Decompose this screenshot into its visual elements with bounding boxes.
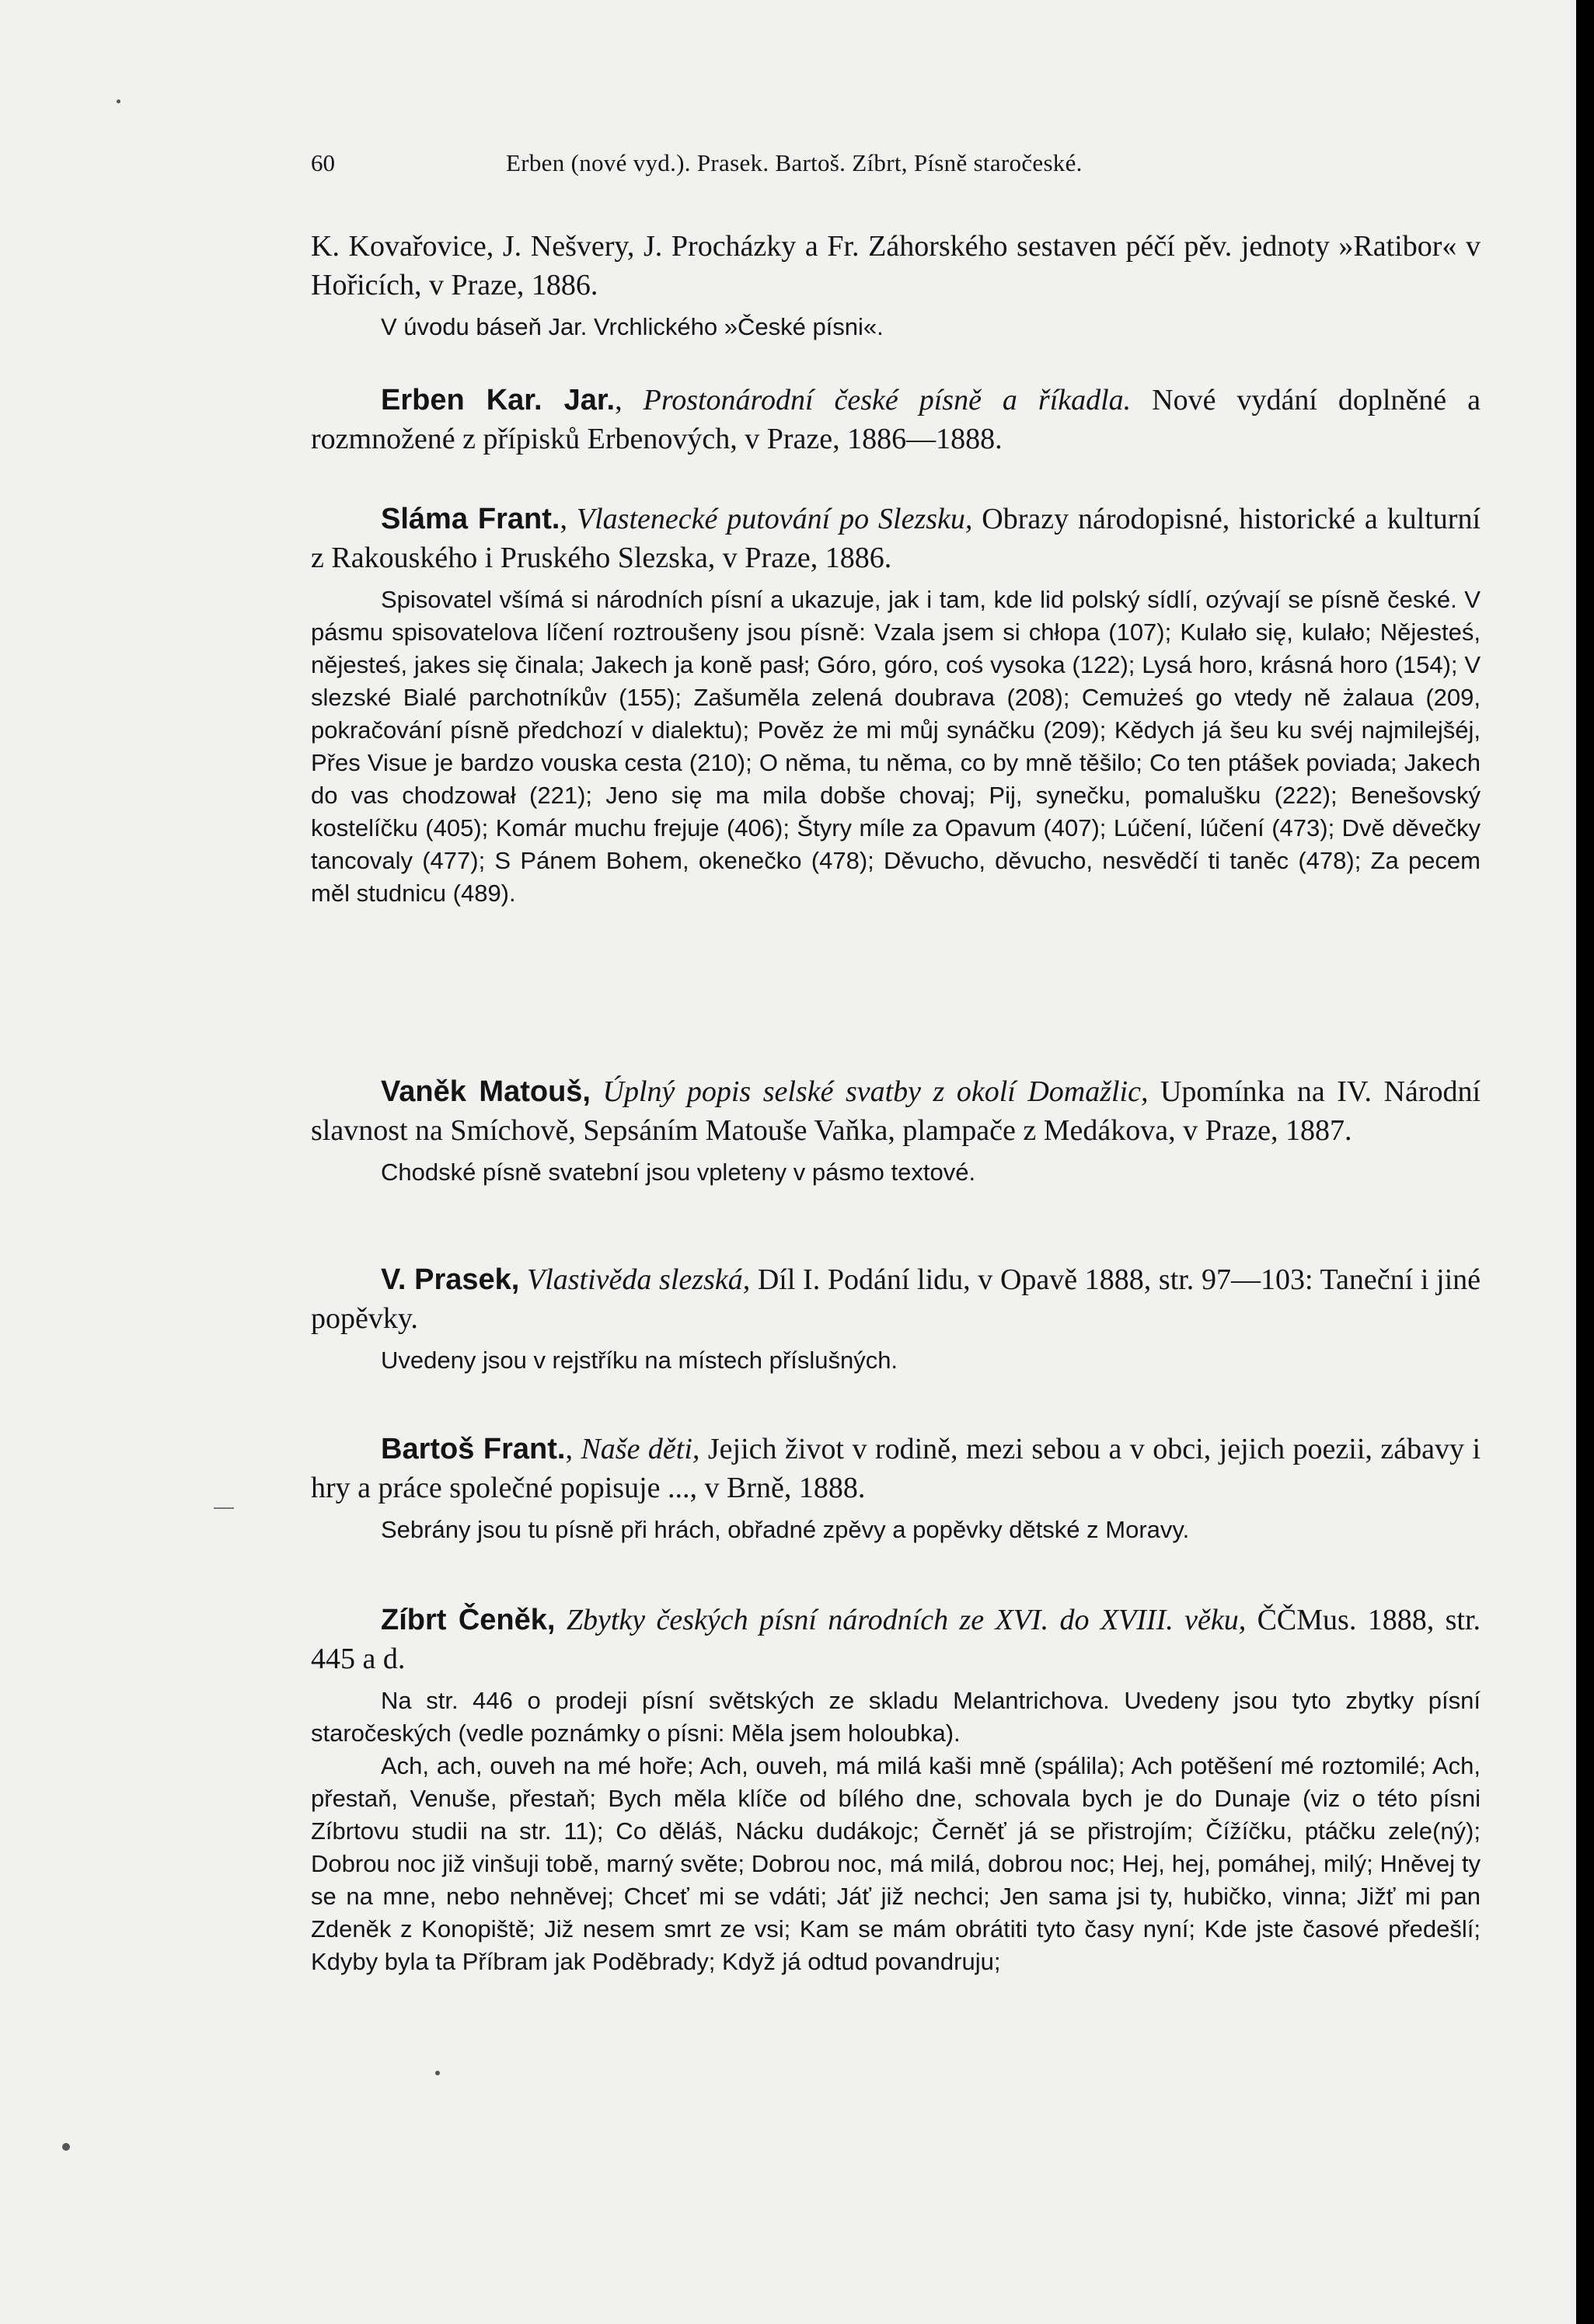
- entry-separator: ,: [560, 503, 577, 535]
- entry-note: V úvodu báseň Jar. Vrchlického »České písni«.: [381, 313, 884, 340]
- entry-note-continued: Ach, ach, ouveh na mé hoře; Ach, ouveh, má milá kaši mně (spálila); Ach potěšení mé roztomilé; Ach, přestaň, Venuše, přestaň; Bych měla klíče od bílého dne, schovala bych je do Dunaje (viz o této písni Zíbrtovu studii na str. 11); Co děláš, Nácku dudákojc; Černěť já se přistrojím; Čížíčku, ptáčku zele(ný); Dobrou noc již vinšuji tobě, marný světe; Dobrou noc, má milá, dobrou noc; Hej, hej, pomáhej, milý; Hněvej ty se na mne, nebo nehněvej; Chceť mi se vdáti; Jáť již nechci; Jen sama jsi ty, hubičko, vinna; Jižť mi pan Zdeněk z Konopiště; Již nesem smrt ze vsi; Kam se mám obrátiti tyto časy nyní; Kde jste časové předešlí; Kdyby byla ta Příbram jak Poděbrady; Když já odtud povandruju;: [311, 1752, 1481, 1975]
- entry-separator: [519, 1263, 527, 1296]
- page-number: 60: [311, 149, 335, 176]
- entry-slama: [311, 500, 1481, 910]
- scan-speck: [435, 2071, 440, 2075]
- scan-speck: [62, 2143, 70, 2151]
- entry-author: Bartoš Frant.: [381, 1433, 566, 1465]
- entry-author: Erben Kar. Jar.: [381, 384, 616, 416]
- entry-title: Naše děti,: [581, 1433, 700, 1465]
- entry-bartos: [311, 1430, 1481, 1546]
- running-head: [311, 140, 1481, 186]
- entry-erben: [311, 381, 1481, 458]
- entry-text: [311, 1430, 1481, 1507]
- entry-author: V. Prasek,: [381, 1263, 520, 1296]
- entry-author: Sláma Frant.: [381, 503, 560, 535]
- entry-details: Nové vydání doplněné a rozmnožené z přípisků Erbenových, v Praze, 1886—1888.: [311, 384, 1481, 455]
- entry-title: Vlastivěda slezská,: [527, 1263, 751, 1296]
- entry-title: Prostonárodní české písně a říkadla.: [643, 384, 1132, 416]
- entry-text: [311, 381, 1481, 458]
- entry-details: Díl I. Podání lidu, v Opavě 1888, str. 97—103: Taneční i jiné popěvky.: [311, 1263, 1481, 1335]
- margin-dash: [214, 1507, 234, 1509]
- entry-separator: [555, 1604, 566, 1636]
- entry-title: Úplný popis selské svatby z okolí Domažlic,: [602, 1075, 1149, 1108]
- entry-text: [311, 1260, 1481, 1338]
- entry-author: Vaněk Matouš,: [381, 1075, 591, 1108]
- entry-title: Vlastenecké putování po Slezsku,: [576, 503, 973, 535]
- entry-note: Uvedeny jsou v rejstříku na místech příslušných.: [381, 1347, 898, 1374]
- entry-details: ČČMus. 1888, str. 445 a d.: [311, 1604, 1481, 1675]
- entry-note: Na str. 446 o prodeji písní světských ze skladu Melantrichova. Uvedeny jsou tyto zbytky písní staročeských (vedle poznámky o písni: Měla jsem holoubka).: [311, 1687, 1481, 1747]
- entry-note: Chodské písně svatební jsou vpleteny v pásmo textové.: [381, 1159, 976, 1186]
- entry-separator: ,: [615, 384, 644, 416]
- entry-details: Upomínka na IV. Národní slavnost na Smíchově, Sepsáním Matouše Vaňka, plampače z Medákova, v Praze, 1887.: [311, 1075, 1481, 1147]
- entry-note: Spisovatel všímá si národních písní a ukazuje, jak i tam, kde lid polský sídlí, ozývají se písně české. V pásmu spisovatelova líčení roztroušeny jsou písně: Vzala jsem si chłopa (107); Kulało się, kulało; Nějesteś, nějesteś, jakes się činala; Jakech ja koně pasł; Góro, góro, coś vysoka (122); Lysá horo, krásná horo (154); V slezské Bialé parchotníkův (155); Zašuměla zelená doubrava (208); Cemużeś go vtedy ně żalaua (209, pokračování písně předchozí v dialektu); Pověz że mi můj synáčku (209); Kědych já šeu ku svéj najmilejšéj, Přes Visue je bardzo vouska cesta (210); O něma, tu něma, co by mně těšilo; Co ten ptášek poviada; Jakech do vas chodzował (221); Jeno się ma mila dobše chovaj; Pij, synečku, pomalušku (222); Benešovský kostelíčku (405); Komár muchu frejuje (406); Štyry míle za Opavum (407); Lúčení, lúčení (473); Dvě děvečky tancovaly (477); S Pánem Bohem, okenečko (478); Děvucho, děvucho, nesvědčí ti taněc (478); Za pecem měl studnicu (489).: [311, 586, 1481, 907]
- entry-prasek: [311, 1260, 1481, 1377]
- entry-text: [311, 1601, 1481, 1678]
- page-content: [311, 140, 1481, 1975]
- entry-note: Sebrány jsou tu písně při hrách, obřadné zpěvy a popěvky dětské z Moravy.: [381, 1516, 1190, 1543]
- entry-kovarovice: [311, 227, 1481, 343]
- scan-speck: [117, 99, 120, 103]
- running-title: Erben (nové vyd.). Prasek. Bartoš. Zíbrt, Písně staročeské.: [506, 149, 1083, 176]
- entry-title: Zbytky českých písní národních ze XVI. do XVIII. věku,: [566, 1604, 1247, 1636]
- entry-details: Obrazy národopisné, historické a kulturní z Rakouského i Pruského Slezska, v Praze, 1886.: [311, 503, 1481, 574]
- entry-details: Jejich život v rodině, mezi sebou a v obci, jejich poezii, zábavy i hry a práce společné popisuje ..., v Brně, 1888.: [311, 1433, 1481, 1504]
- entry-vanek: [311, 1072, 1481, 1189]
- entry-separator: ,: [565, 1433, 581, 1465]
- entry-text: [311, 500, 1481, 577]
- entry-text: K. Kovařovice, J. Nešvery, J. Procházky a Fr. Záhorského sestaven péčí pěv. jednoty »Ratibor« v Hořicích, v Praze, 1886.: [311, 230, 1481, 301]
- entry-zibrt: [311, 1601, 1481, 1978]
- entry-author: Zíbrt Čeněk,: [381, 1604, 556, 1636]
- entry-text: [311, 1072, 1481, 1150]
- entry-separator: [591, 1075, 603, 1108]
